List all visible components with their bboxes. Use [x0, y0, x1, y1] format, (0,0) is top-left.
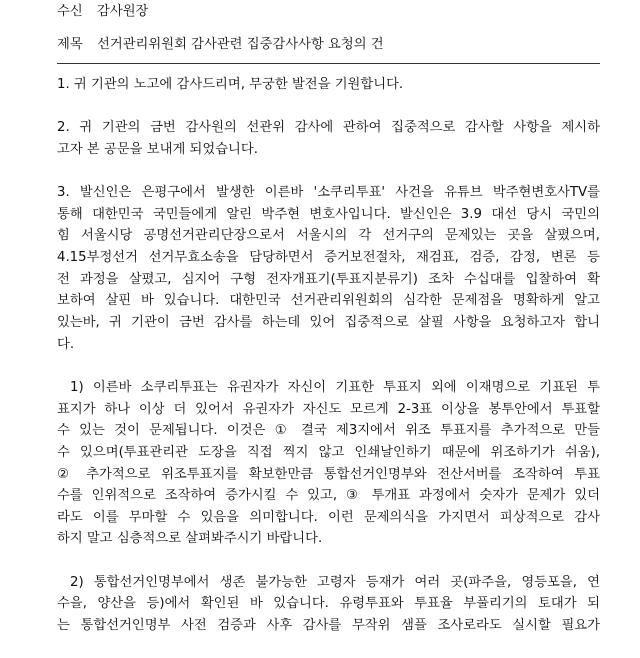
item-3-line: 다.: [57, 336, 75, 352]
subitem-1-line: 표지가 하나 이상 더 있어서 유권자가 자신도 모르게 2-3표 이상을 봉투안에서 투표할: [57, 401, 600, 417]
subitem-1-line: 수 있으며(투표관리관 도장을 직접 찍지 않고 인쇄날인하기 때문에 위조하기가 쉬움),: [57, 444, 600, 460]
item-3-line: 전 과정을 살폈고, 심지어 구형 전자개표기(투표지분류기) 조차 수십대를 입찰하여 확: [57, 271, 600, 287]
subitem-1-line: 1) 이른바 소쿠리투표는 유권자가 자신이 기표한 투표지 외에 이재명으로 기표된 투: [70, 379, 600, 395]
item-3-line: 3. 발신인은 은평구에서 발생한 이른바 '소쿠리투표' 사건을 유튜브 박주현변호사TV를: [57, 185, 600, 201]
subitem-1-line: 수를 인위적으로 조작하여 증가시킬 수 있고, ③ 투개표 과정에서 숫자가 문제가 있더: [57, 488, 600, 504]
header-divider: [57, 63, 600, 64]
subitem-1-line: 하지 말고 심층적으로 살펴봐주시기 바랍니다.: [57, 531, 323, 547]
item-3-line: 통해 대한민국 국민들에게 알린 박주현 변호사입니다. 발신인은 3.9 대선 당시 국민의: [57, 206, 600, 222]
recipient-value: 감사원장: [97, 4, 149, 19]
subitem-1-line: ② 추가적으로 위조투표지를 확보한만큼 통합선거인명부와 전산서버를 조작하여 투표: [57, 466, 600, 482]
recipient-row: [57, 1, 600, 23]
item-2-line: 고자 본 공문을 보내게 되었습니다.: [57, 141, 258, 157]
subject-row: [57, 34, 600, 56]
subitem-1-line: 라도 이를 무마할 수 있음을 의미합니다. 이런 문제의식을 가지면서 피상적으로 감사: [57, 509, 600, 525]
item-2-line: 2. 귀 기관의 금번 감사원의 선관위 감사에 관하여 집중적으로 감사할 사항을 제시하: [57, 120, 600, 136]
subitem-2-line: 는 통합선거인명부 사전 검증과 사후 감사를 무작위 샘플 조사로라도 실시할 필요가: [57, 618, 600, 634]
item-3: [57, 182, 600, 636]
item-3-line: 4.15부정선거 선거무효소송을 담당하면서 증거보전절차, 재검표, 검증, 감정, 변론 등: [57, 250, 600, 266]
item-1: [57, 74, 600, 96]
subitem-2-line: 수을, 양산을 등)에서 확인된 바 있습니다. 유령투표와 투표율 부풀리기의 토대가 되: [57, 596, 600, 612]
subitem-1-line: 수 있는 것이 문제됩니다. 이것은 ① 결국 제3지에서 위조 투표지를 추가적으로 만들: [57, 423, 600, 439]
item-3-line: 힘 서울시당 공명선거관리단장으로서 서울시의 각 선거구의 문제있는 곳을 살폈으며,: [57, 228, 600, 244]
subject-value: 선거관리위원회 감사관련 집중감사사항 요청의 건: [97, 37, 384, 52]
item-3-line: 있는바, 귀 기관이 금번 감사를 하는데 있어 집중적으로 살필 사항을 요청하고자 합니: [57, 315, 600, 331]
item-2: [57, 117, 600, 160]
item-1-line: 1. 귀 기관의 노고에 감사드리며, 무궁한 발전을 기원합니다.: [57, 77, 404, 92]
subitem-1: [57, 377, 600, 550]
subitem-2: [57, 572, 600, 637]
recipient-label: 수신: [57, 4, 83, 19]
subject-label: 제목: [57, 37, 83, 52]
item-3-line: 보하여 살핀 바 있습니다. 대한민국 선거관리위원회의 심각한 문제점을 명확하게 알고: [57, 293, 600, 309]
subitem-2-line: 2) 통합선거인명부에서 생존 불가능한 고령자 등재가 여러 곳(파주을, 영등포을, 연: [70, 574, 600, 590]
letter-body: [57, 74, 600, 658]
